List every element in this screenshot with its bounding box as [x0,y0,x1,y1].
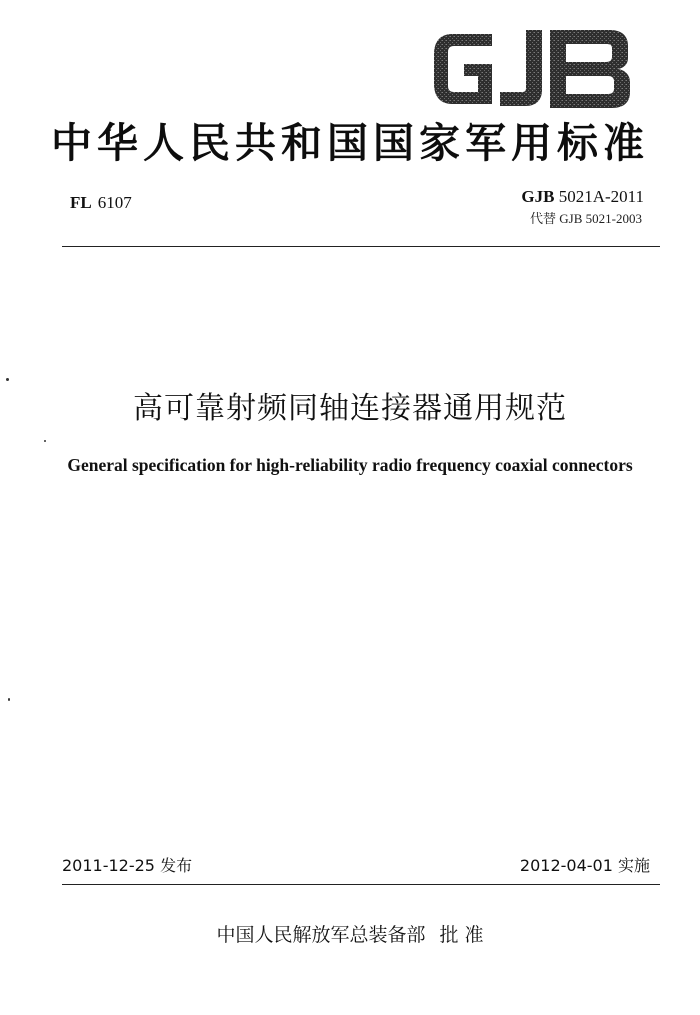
issue-date: 2011-12-25 发布 [62,856,193,875]
document-title-en: General specification for high-reliability radio frequency coaxial connectors [67,455,633,475]
implementation-date: 2012-04-01 实施 [519,856,650,875]
logo-letter-b [550,30,630,108]
approving-organization: 中国人民解放军总装备部 [216,924,426,946]
standard-number-value: 5021A-2011 [558,187,644,206]
classification-prefix: FL [70,193,92,212]
header-divider [62,246,660,247]
logo-letter-g [434,34,492,104]
classification-number: 6107 [97,193,132,212]
standard-number-prefix: GJB [521,187,555,206]
classification-code [70,193,132,213]
scan-speck [8,698,10,701]
approval-line [0,920,700,947]
standard-number [521,187,644,207]
logo-letter-j [500,30,542,106]
approval-action: 批 准 [439,924,484,946]
replaces-standard: 代替 GJB 5021-2003 [530,211,642,226]
gjb-logo [430,28,635,110]
scan-speck [44,440,46,442]
document-title-zh: 高可靠射频同轴连接器通用规范 [133,391,567,426]
scan-speck [6,378,9,381]
footer-divider [62,884,660,885]
standard-category-title: 中华人民共和国国家军用标准 [51,119,649,167]
